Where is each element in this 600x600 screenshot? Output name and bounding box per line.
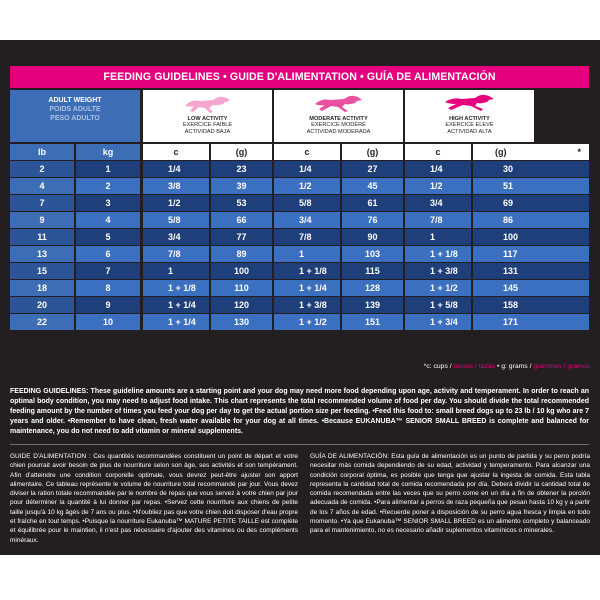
col-high-c: c xyxy=(405,144,471,160)
cell-high-g: 51 xyxy=(473,178,589,194)
col-mod-g: (g) xyxy=(342,144,403,160)
table-row xyxy=(10,263,589,279)
cell-high-c: 1/4 xyxy=(405,161,471,177)
running-dog-moderate-icon xyxy=(314,94,364,114)
cell-mod-g: 139 xyxy=(342,297,403,313)
low-activity-en: LOW ACTIVITY xyxy=(187,116,228,122)
cell-mod-c: 5/8 xyxy=(274,195,340,211)
col-low-c: c xyxy=(143,144,209,160)
high-activity-en: HIGH ACTIVITY xyxy=(449,116,490,122)
cell-mod-g: 115 xyxy=(342,263,403,279)
cell-high-c: 1 + 3/8 xyxy=(405,263,471,279)
table-row xyxy=(10,246,589,262)
cell-mod-c: 1 + 1/2 xyxy=(274,314,340,330)
cell-lb: 18 xyxy=(10,280,74,296)
footnote-star: * xyxy=(577,147,581,157)
cell-mod-c: 1 + 1/4 xyxy=(274,280,340,296)
cell-low-c: 3/4 xyxy=(143,229,209,245)
table-header xyxy=(10,90,589,142)
french-heading: GUIDE D'ALIMENTATION : xyxy=(10,453,91,460)
spanish-heading: GUÍA DE ALIMENTACIÓN: xyxy=(310,453,389,460)
col-high-g xyxy=(473,144,589,160)
cell-low-g: 66 xyxy=(211,212,272,228)
cell-low-c: 3/8 xyxy=(143,178,209,194)
feeding-panel xyxy=(0,40,600,555)
cell-mod-g: 27 xyxy=(342,161,403,177)
cell-mod-c: 7/8 xyxy=(274,229,340,245)
cell-kg: 3 xyxy=(76,195,140,211)
cell-low-g: 77 xyxy=(211,229,272,245)
cell-high-g: 30 xyxy=(473,161,589,177)
feeding-guidelines-banner: FEEDING GUIDELINES • GUIDE D'ALIMENTATION • GUÍA DE ALIMENTACIÓN xyxy=(10,66,589,88)
cell-lb: 4 xyxy=(10,178,74,194)
moderate-activity-es: ACTIVIDAD MODERADA xyxy=(306,128,371,135)
french-guidelines xyxy=(10,452,298,545)
legend-cups-translations: tasses / tazas xyxy=(453,363,496,370)
cell-low-g: 110 xyxy=(211,280,272,296)
english-heading: FEEDING GUIDELINES: xyxy=(10,388,89,395)
cell-low-c: 5/8 xyxy=(143,212,209,228)
units-legend xyxy=(320,363,590,370)
cell-low-c: 1 + 1/4 xyxy=(143,314,209,330)
adult-weight-es: PESO ADULTO xyxy=(50,115,100,122)
adult-weight-header xyxy=(10,90,140,142)
cell-mod-g: 76 xyxy=(342,212,403,228)
cell-mod-g: 61 xyxy=(342,195,403,211)
cell-mod-c: 1 + 3/8 xyxy=(274,297,340,313)
cell-kg: 7 xyxy=(76,263,140,279)
running-dog-low-icon xyxy=(183,94,233,114)
table-row xyxy=(10,314,589,330)
col-high-g-label: (g) xyxy=(495,147,507,157)
cell-lb: 7 xyxy=(10,195,74,211)
cell-mod-c: 3/4 xyxy=(274,212,340,228)
cell-mod-c: 1 + 1/8 xyxy=(274,263,340,279)
cell-high-c: 7/8 xyxy=(405,212,471,228)
column-headers xyxy=(10,144,589,160)
cell-low-c: 1 + 1/4 xyxy=(143,297,209,313)
feeding-table xyxy=(10,90,589,330)
col-kg: kg xyxy=(76,144,140,160)
low-activity-fr: EXERCICE FAIBLE xyxy=(182,122,233,129)
english-guidelines xyxy=(10,387,589,437)
cell-kg: 1 xyxy=(76,161,140,177)
cell-high-c: 1 + 1/2 xyxy=(405,280,471,296)
cell-low-g: 23 xyxy=(211,161,272,177)
cell-low-g: 89 xyxy=(211,246,272,262)
cell-low-g: 120 xyxy=(211,297,272,313)
moderate-activity-en: MODERATE ACTIVITY xyxy=(309,116,368,122)
cell-kg: 8 xyxy=(76,280,140,296)
legend-grams-translations: grammes / gramos xyxy=(533,363,590,370)
cell-low-c: 7/8 xyxy=(143,246,209,262)
table-row xyxy=(10,229,589,245)
cell-kg: 4 xyxy=(76,212,140,228)
cell-kg: 5 xyxy=(76,229,140,245)
cell-lb: 22 xyxy=(10,314,74,330)
col-lb: lb xyxy=(10,144,74,160)
cell-high-g: 117 xyxy=(473,246,589,262)
cell-low-c: 1/2 xyxy=(143,195,209,211)
cell-lb: 20 xyxy=(10,297,74,313)
cell-high-g: 86 xyxy=(473,212,589,228)
french-body: Ces quantités recommandées constituent un point de départ et votre chien pourrait avoir besoin de plus de nourriture selon son âge, ses activités et son tempérament. Afin d'atteindre une condition corporelle optimale, vous devrez peut-être ajuster son apport alimentaire. Ce tableau représente le volume de nourriture total recommandé par jour. Vous devez diviser la ration totale recommandée par le nombre de repas que vous servez à votre chien par jour pour déterminer la quantité à lui donner par repas. •Servez cette nourriture aux chiens de petite taille jusqu'à 10 kg âgés de 7 ans ou plus. •N'oubliez pas que votre chien doit disposer d'eau propre et fraîche en tout temps. •Puisque la nourriture Eukanuba™ MATURE PETITE TAILLE est complète et équilibrée pour le maintien, il n'est pas nécessaire d'ajouter des vitamines ou des compléments minéraux. xyxy=(10,453,298,544)
section-divider xyxy=(10,444,589,445)
cell-low-c: 1/4 xyxy=(143,161,209,177)
cell-mod-c: 1/2 xyxy=(274,178,340,194)
col-mod-c: c xyxy=(274,144,340,160)
cell-mod-g: 45 xyxy=(342,178,403,194)
cell-high-g: 100 xyxy=(473,229,589,245)
cell-high-c: 1/2 xyxy=(405,178,471,194)
cell-low-c: 1 + 1/8 xyxy=(143,280,209,296)
legend-grams: • g: grams / xyxy=(495,363,534,370)
moderate-activity-fr: EXERCICE MODÉRÉ xyxy=(311,122,366,129)
cell-high-c: 1 + 1/8 xyxy=(405,246,471,262)
spanish-body: Esta guía de alimentación es un punto de partida y su perro podría necesitar más comida dependiendo de su edad, actividad y temperamento. Para alcanzar una condición corporal óptima, es posible que tenga que ajustar la ingesta de comida. Esta tabla representa la cantidad total de comida recomendada por día. Deberá dividir la cantidad total de comida recomendada entre las veces que su perro come en un día a fin de obtener la porción adecuada de comida. •Para alimentar a perros de raza pequeña que pesan hasta 10 kg y a partir de los 7 años de edad. •Recuerde poner a disposición de su perro agua fresca y limpia en todo momento. •Ya que Eukanuba™ SENIOR SMALL BREED es un alimento completo y balanceado para el mantenimiento, no es necesario añadir suplementos vitamínicos o minerales. xyxy=(310,453,590,535)
english-body: These guideline amounts are a starting point and your dog may need more food depending upon age, activity and temperament. In order to reach an optimal body condition, you may need to adjust food intake. This chart represents the total recommended volume of food per day. You should divide the total recommended feeding amount by the number of times you feed your dog per day to get the actual portion size per feeding. •Feed this food to: small breed dogs up to 23 lb / 10 kg who are 7 years and older. •Remember to have clean, fresh water available for your dog at all times. •Because EUKANUBA™ SENIOR SMALL BREED is complete and balanced for maintenance, you do not need to add vitamin or mineral supplements. xyxy=(10,388,589,435)
cell-kg: 6 xyxy=(76,246,140,262)
cell-mod-c: 1 xyxy=(274,246,340,262)
cell-low-g: 53 xyxy=(211,195,272,211)
cell-kg: 2 xyxy=(76,178,140,194)
cell-high-g: 131 xyxy=(473,263,589,279)
table-row xyxy=(10,212,589,228)
low-activity-header xyxy=(143,90,272,142)
moderate-activity-header xyxy=(274,90,403,142)
cell-lb: 2 xyxy=(10,161,74,177)
cell-lb: 11 xyxy=(10,229,74,245)
cell-mod-g: 103 xyxy=(342,246,403,262)
cell-kg: 10 xyxy=(76,314,140,330)
high-activity-fr: EXERCICE ELEVÉ xyxy=(445,122,494,129)
running-dog-high-icon xyxy=(445,94,495,114)
cell-low-g: 130 xyxy=(211,314,272,330)
spanish-guidelines xyxy=(310,452,590,536)
cell-high-g: 158 xyxy=(473,297,589,313)
table-row xyxy=(10,161,589,177)
legend-cups: *c: cups / xyxy=(423,363,454,370)
col-low-g: (g) xyxy=(211,144,272,160)
cell-mod-g: 151 xyxy=(342,314,403,330)
cell-high-c: 3/4 xyxy=(405,195,471,211)
high-activity-es: ACTIVIDAD ALTA xyxy=(447,128,492,135)
high-activity-header xyxy=(405,90,534,142)
cell-high-c: 1 xyxy=(405,229,471,245)
cell-high-c: 1 + 5/8 xyxy=(405,297,471,313)
cell-lb: 15 xyxy=(10,263,74,279)
cell-mod-g: 90 xyxy=(342,229,403,245)
cell-mod-g: 128 xyxy=(342,280,403,296)
cell-high-g: 171 xyxy=(473,314,589,330)
cell-low-g: 39 xyxy=(211,178,272,194)
table-body xyxy=(10,161,589,330)
cell-high-g: 69 xyxy=(473,195,589,211)
cell-low-g: 100 xyxy=(211,263,272,279)
table-row xyxy=(10,297,589,313)
adult-weight-en: ADULT WEIGHT xyxy=(48,97,102,104)
cell-kg: 9 xyxy=(76,297,140,313)
table-row xyxy=(10,280,589,296)
cell-high-c: 1 + 3/4 xyxy=(405,314,471,330)
low-activity-es: ACTIVIDAD BAJA xyxy=(184,128,231,135)
cell-low-c: 1 xyxy=(143,263,209,279)
cell-high-g: 145 xyxy=(473,280,589,296)
cell-mod-c: 1/4 xyxy=(274,161,340,177)
table-row xyxy=(10,178,589,194)
adult-weight-fr: POIDS ADULTE xyxy=(49,106,101,113)
table-row xyxy=(10,195,589,211)
cell-lb: 13 xyxy=(10,246,74,262)
cell-lb: 9 xyxy=(10,212,74,228)
